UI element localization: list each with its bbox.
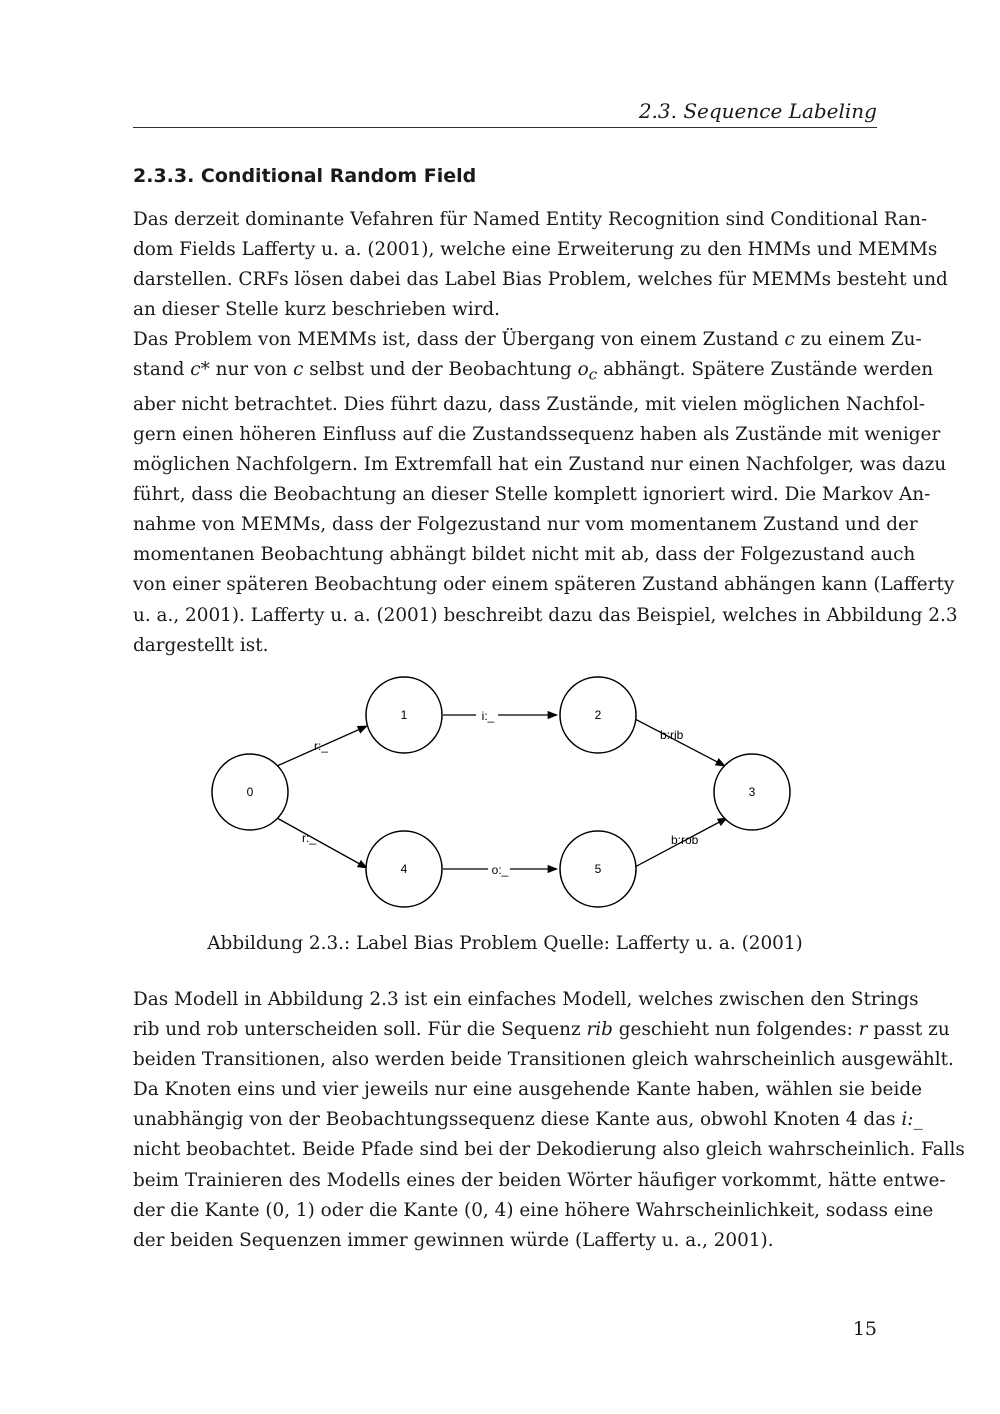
- state-label: 2: [594, 708, 602, 722]
- text-line: u. a., 2001). Lafferty u. a. (2001) beschreibt dazu das Beispiel, welches in Abbildung 2.3: [133, 604, 958, 626]
- edge-label-2-3: b:rib: [660, 728, 684, 742]
- text-line: darstellen. CRFs lösen dabei das Label Bias Problem, welches für MEMMs besteht und: [133, 269, 948, 291]
- math-var-o: o: [577, 359, 589, 381]
- state-label: 4: [400, 862, 408, 876]
- edge-label-0-1: r:_: [314, 739, 329, 753]
- edge-label-4-5: o:_: [491, 863, 509, 877]
- text-line: möglichen Nachfolgern. Im Extremfall hat ein Zustand nur einen Nachfolger, was dazu: [133, 454, 947, 476]
- figure-label-bias-diagram: [200, 670, 800, 920]
- text-line: nicht beobachtet. Beide Pfade sind bei der Dekodierung also gleich wahrscheinlich. Falls: [133, 1139, 965, 1161]
- italic-term: r: [858, 1019, 868, 1041]
- math-var-c: c: [784, 329, 795, 350]
- text-line: aber nicht betrachtet. Dies führt dazu, dass Zustände, mit vielen möglichen Nachfol-: [133, 393, 926, 415]
- figure-caption: Abbildung 2.3.: Label Bias Problem Quelle: Lafferty u. a. (2001): [207, 933, 803, 954]
- text-line: unabhängig von der Beobachtungssequenz diese Kante aus, obwohl Knoten 4 das i:_: [133, 1109, 923, 1131]
- text-line: von einer späteren Beobachtung oder einem späteren Zustand abhängen kann (Lafferty: [133, 574, 955, 596]
- text-line: dargestellt ist.: [133, 634, 269, 656]
- math-subscript-c: c: [588, 365, 598, 384]
- section-title: 2.3.3. Conditional Random Field: [133, 165, 477, 187]
- text-line: Das Problem von MEMMs ist, dass der Übergang von einem Zustand c zu einem Zu-: [133, 329, 922, 350]
- paragraph-intro: [133, 205, 948, 325]
- state-label: 3: [748, 785, 756, 799]
- text-line: an dieser Stelle kurz beschrieben wird.: [133, 299, 501, 321]
- state-node-4: [366, 831, 442, 907]
- state-node-1: [366, 677, 442, 753]
- text-line: momentanen Beobachtung abhängt bildet nicht mit ab, dass der Folgezustand auch: [133, 544, 916, 566]
- text-line: Das derzeit dominante Vefahren für Named Entity Recognition sind Conditional Ran-: [133, 209, 928, 230]
- text-line: Da Knoten eins und vier jeweils nur eine ausgehende Kante haben, wählen sie beide: [133, 1079, 922, 1101]
- text-line: stand c* nur von c selbst und der Beobachtung $o_c$ abhängt. Spätere Zustände werden: [133, 359, 934, 384]
- text-line: beiden Transitionen, also werden beide Transitionen gleich wahrscheinlich ausgewählt.: [133, 1049, 954, 1071]
- text-line: nahme von MEMMs, dass der Folgezustand nur vom momentanem Zustand und der: [133, 514, 918, 536]
- italic-term: rib: [586, 1019, 613, 1041]
- paragraph-label-bias: [133, 325, 958, 661]
- text-line: gern einen höheren Einfluss auf die Zustandssequenz haben als Zustände mit weniger: [133, 423, 941, 445]
- page-number: 15: [852, 1318, 877, 1340]
- edge-label-1-2: i:_: [481, 709, 495, 723]
- text-line: führt, dass die Beobachtung an dieser Stelle komplett ignoriert wird. Die Markov An-: [133, 484, 931, 506]
- edge-label-0-4: r:_: [302, 831, 317, 845]
- paragraph-model-explanation: [133, 985, 965, 1256]
- text-line: dom Fields Lafferty u. a. (2001), welche eine Erweiterung zu den HMMs und MEMMs: [133, 239, 938, 261]
- text-line: beim Trainieren des Modells eines der beiden Wörter häufiger vorkommt, hätte entwe-: [133, 1169, 946, 1191]
- math-var-c: c: [293, 359, 304, 381]
- text-line: der die Kante (0, 1) oder die Kante (0, 4) eine höhere Wahrscheinlichkeit, sodass eine: [133, 1199, 934, 1221]
- text-line: Das Modell in Abbildung 2.3 ist ein einfaches Modell, welches zwischen den Strings: [133, 989, 919, 1010]
- edge-2-3: [633, 718, 725, 766]
- text-line: der beiden Sequenzen immer gewinnen würde (Lafferty u. a., 2001).: [133, 1229, 774, 1251]
- running-header: 2.3. Sequence Labeling: [133, 98, 877, 128]
- math-var-c-star: c*: [190, 359, 210, 381]
- state-node-3: [714, 754, 790, 830]
- state-node-2: [560, 677, 636, 753]
- text-line: rib und rob unterscheiden soll. Für die Sequenz rib geschieht nun folgendes: r passt zu: [133, 1019, 950, 1041]
- italic-term: i:_: [901, 1109, 923, 1131]
- state-node-0: [212, 754, 288, 830]
- state-node-5: [560, 831, 636, 907]
- state-diagram: [200, 670, 800, 920]
- state-label: 5: [594, 862, 602, 876]
- state-label: 1: [400, 708, 408, 722]
- edge-0-4: [277, 818, 367, 868]
- state-label: 0: [246, 785, 254, 799]
- edge-label-5-3: b:rob: [671, 833, 699, 847]
